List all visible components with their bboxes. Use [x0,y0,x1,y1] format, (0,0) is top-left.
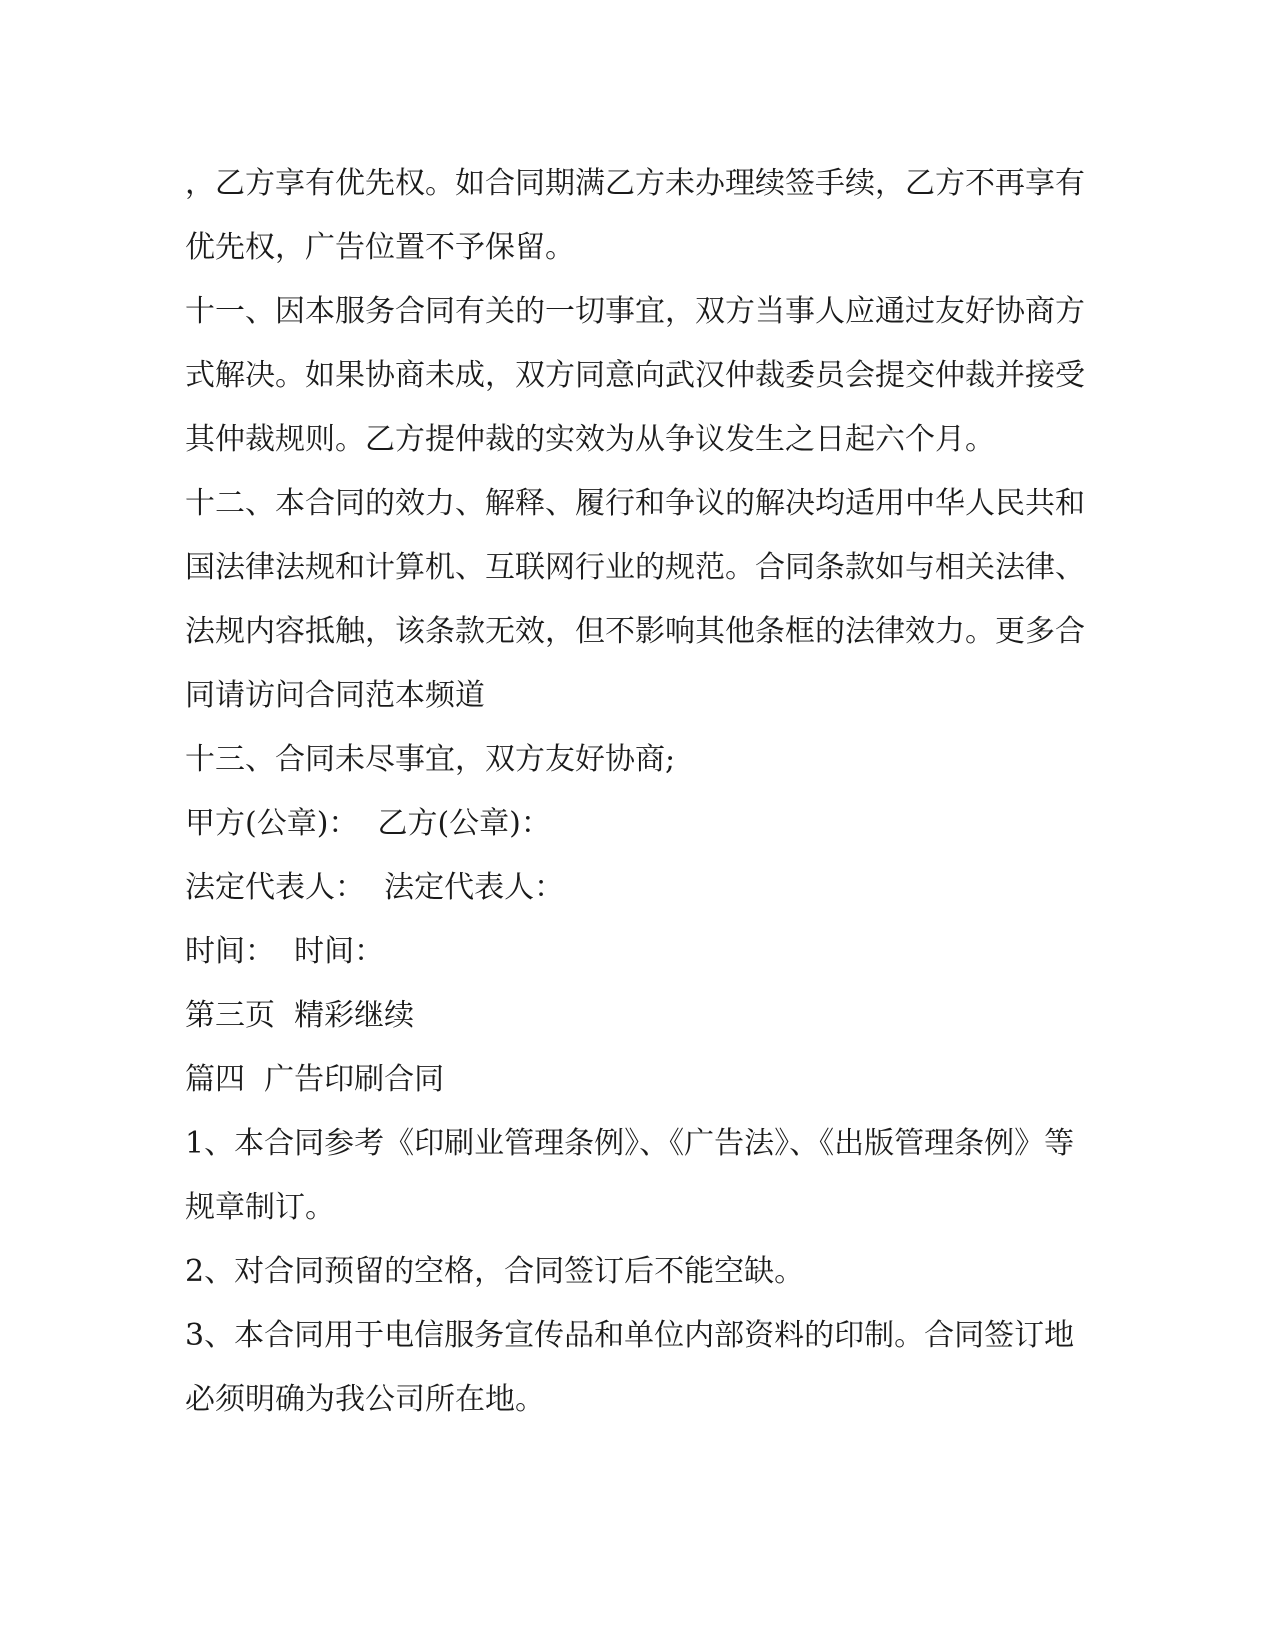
paragraph-clause-13: 十三、合同未尽事宜，双方友好协商; [185,742,676,777]
section-heading: 篇四 广告印刷合同 [185,1062,445,1097]
document-body [185,152,1090,1432]
paragraph-clause-12: 十二、本合同的效力、解释、履行和争议的解决均适用中华人民共和国法律法规和计算机、互联网行业的规范。合同条款如与相关法律、法规内容抵触，该条款无效，但不影响其他条框的法律效力。更多合同请访问合同范本频道 [185,486,1085,713]
page-continue-note: 第三页 精彩继续 [185,998,415,1033]
signature-date-line: 时间： 时间： [185,934,385,969]
paragraph-item-1: 1、本合同参考《印刷业管理条例》、《广告法》、《出版管理条例》等规章制订。 [185,1126,1075,1225]
paragraph-item-3: 3、本合同用于电信服务宣传品和单位内部资料的印制。合同签订地必须明确为我公司所在地。 [185,1318,1075,1417]
paragraph-item-2: 2、对合同预留的空格，合同签订后不能空缺。 [185,1254,805,1289]
paragraph-clause-11: 十一、因本服务合同有关的一切事宜，双方当事人应通过友好协商方式解决。如果协商未成，双方同意向武汉仲裁委员会提交仲裁并接受其仲裁规则。乙方提仲裁的实效为从争议发生之日起六个月。 [185,294,1085,457]
signature-seal-line: 甲方(公章)： 乙方(公章)： [185,806,551,841]
paragraph-priority-right: ，乙方享有优先权。如合同期满乙方未办理续签手续，乙方不再享有优先权，广告位置不予保留。 [185,166,1085,265]
signature-representative-line: 法定代表人： 法定代表人： [185,870,565,905]
